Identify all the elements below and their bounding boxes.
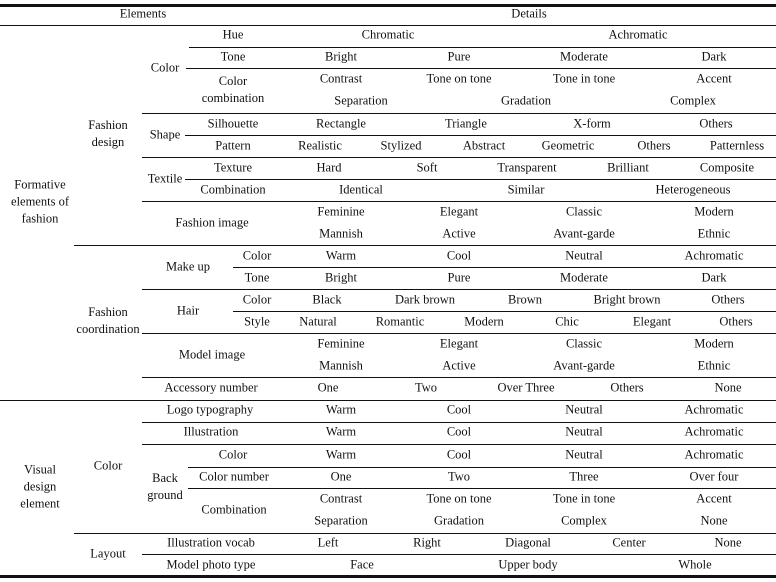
table-cell: Brilliant: [607, 160, 649, 175]
table-cell: Natural: [299, 314, 337, 329]
table-rule: [142, 554, 776, 555]
table-cell: Moderate: [560, 270, 608, 285]
table-cell: Contrast: [319, 71, 363, 86]
table-cell: Elegant: [632, 314, 672, 329]
table-cell: None: [714, 380, 742, 395]
table-cell: Others: [719, 314, 753, 329]
group-vd-color: Color: [93, 458, 123, 473]
table-cell: Cool: [446, 402, 472, 417]
table-rule: [142, 333, 776, 334]
row-label: Color: [242, 292, 272, 307]
table-cell: Soft: [416, 160, 438, 175]
table-cell: Accent: [696, 491, 732, 506]
sub-textile: Textile: [147, 171, 183, 186]
row-label: Combination: [201, 502, 267, 517]
row-label: Tone: [244, 270, 270, 285]
table-rule: [186, 68, 776, 69]
table-cell: Modern: [694, 336, 734, 351]
row-label: Style: [244, 314, 270, 329]
table-cell: Brown: [507, 292, 543, 307]
table-cell: Moderate: [560, 49, 608, 64]
table-cell: Warm: [325, 248, 357, 263]
table-cell: Pure: [447, 270, 471, 285]
table-cell: Neutral: [565, 447, 603, 462]
table-cell: Rectangle: [316, 116, 366, 131]
group-fashion-coordination: Fashion coordination: [76, 305, 140, 336]
table-rule: [188, 467, 776, 468]
table-cell: One: [330, 469, 352, 484]
table-cell: Center: [612, 535, 646, 550]
table-cell: Black: [312, 292, 342, 307]
table-rule: [233, 311, 776, 312]
table-rule: [142, 444, 776, 445]
table-cell: Complex: [670, 93, 716, 108]
table-cell: Feminine: [317, 204, 365, 219]
table-rule: [189, 47, 776, 48]
table-cell: Left: [317, 535, 339, 550]
sub-hair: Hair: [176, 303, 200, 318]
table-cell: Cool: [446, 424, 472, 439]
table-cell: Ethnic: [697, 358, 731, 373]
table-cell: Cool: [446, 447, 472, 462]
table-rule: [0, 400, 776, 401]
table-cell: Warm: [325, 424, 357, 439]
row-label: Color: [218, 447, 248, 462]
table-cell: Tone on tone: [426, 71, 492, 86]
row-label: Accessory number: [164, 380, 258, 395]
header-elements: Elements: [119, 6, 167, 21]
table-cell: Separation: [334, 93, 388, 108]
table-cell: Accent: [696, 71, 732, 86]
table-cell: Others: [711, 292, 745, 307]
sub-shape: Shape: [149, 127, 181, 142]
table-cell: Similar: [507, 182, 545, 197]
table-rule: [142, 201, 776, 202]
table-cell: Others: [610, 380, 644, 395]
table-cell: Others: [637, 138, 671, 153]
table-cell: Achromatic: [684, 424, 744, 439]
table-cell: Cool: [446, 248, 472, 263]
header-details: Details: [511, 6, 547, 21]
table-cell: None: [700, 513, 728, 528]
table-rule: [185, 135, 776, 136]
table-cell: Three: [569, 469, 599, 484]
table-cell: Achromatic: [684, 248, 744, 263]
table-cell: Achromatic: [684, 447, 744, 462]
table-cell: Chic: [555, 314, 579, 329]
table-cell: Over four: [689, 469, 739, 484]
table-cell: Two: [447, 469, 471, 484]
table-cell: Chromatic: [361, 27, 415, 42]
table-rule: [233, 267, 776, 268]
table-cell: Bright brown: [593, 292, 661, 307]
row-label: Combination: [200, 182, 266, 197]
row-label: Model image: [178, 347, 246, 362]
row-label: Color number: [199, 469, 269, 484]
table-cell: Complex: [561, 513, 607, 528]
table-rule: [142, 377, 776, 378]
table-cell: Right: [413, 535, 441, 550]
table-cell: Tone in tone: [552, 491, 616, 506]
table-cell: Modern: [464, 314, 504, 329]
table-cell: None: [714, 535, 742, 550]
sub-back-ground: Back ground: [147, 471, 183, 502]
table-cell: Transparent: [497, 160, 557, 175]
table-rule: [185, 179, 776, 180]
table-cell: One: [317, 380, 339, 395]
table-cell: Ethnic: [697, 226, 731, 241]
table-cell: Avant-garde: [553, 358, 615, 373]
table-cell: Stylized: [380, 138, 422, 153]
table-cell: Mannish: [319, 226, 363, 241]
table-cell: X-form: [573, 116, 611, 131]
table-rule: [74, 245, 776, 246]
table-cell: Heterogeneous: [655, 182, 731, 197]
table-cell: Warm: [325, 402, 357, 417]
table-cell: Classic: [565, 336, 603, 351]
table-rule: [188, 488, 776, 489]
table-cell: Classic: [565, 204, 603, 219]
table-cell: Active: [442, 226, 476, 241]
table-cell: Contrast: [319, 491, 363, 506]
table-cell: Feminine: [317, 336, 365, 351]
row-label: Hue: [222, 27, 244, 42]
table-cell: Neutral: [565, 402, 603, 417]
table-cell: Gradation: [434, 513, 484, 528]
table-rule: [142, 157, 776, 158]
row-label: Tone: [220, 49, 246, 64]
table-cell: Avant-garde: [553, 226, 615, 241]
table-cell: Abstract: [462, 138, 506, 153]
table-cell: Elegant: [439, 204, 479, 219]
table-cell: Geometric: [541, 138, 595, 153]
row-label: Silhouette: [207, 116, 259, 131]
table-cell: Modern: [694, 204, 734, 219]
row-label: Illustration vocab: [167, 535, 255, 550]
row-label: Logo typography: [166, 402, 254, 417]
table-cell: Bright: [325, 270, 357, 285]
row-label: Illustration: [183, 424, 239, 439]
table-cell: Separation: [314, 513, 368, 528]
table-cell: Patternless: [709, 138, 765, 153]
table-cell: Mannish: [319, 358, 363, 373]
table-cell: Romantic: [375, 314, 425, 329]
sub-color: Color: [150, 60, 180, 75]
table-cell: Gradation: [501, 93, 551, 108]
table-cell: Over Three: [497, 380, 555, 395]
table-rule: [0, 575, 776, 578]
table-cell: Dark: [701, 270, 727, 285]
group-visual-design: Visual design element: [20, 462, 60, 511]
table-cell: Diagonal: [505, 535, 551, 550]
row-label: Model photo type: [166, 557, 256, 572]
row-label: Color combination: [201, 74, 265, 105]
table-cell: Tone in tone: [552, 71, 616, 86]
table-rule: [142, 289, 776, 290]
table-cell: Others: [699, 116, 733, 131]
table-cell: Pure: [447, 49, 471, 64]
table-cell: Elegant: [439, 336, 479, 351]
table-cell: Two: [414, 380, 438, 395]
table-rule: [0, 4, 776, 7]
table-cell: Upper body: [498, 557, 558, 572]
table-cell: Face: [350, 557, 374, 572]
group-fashion-design: Fashion design: [88, 118, 128, 149]
table-cell: Neutral: [565, 424, 603, 439]
table-rule: [142, 113, 776, 114]
table-cell: Tone on tone: [426, 491, 492, 506]
table-cell: Whole: [678, 557, 712, 572]
table-cell: Composite: [699, 160, 755, 175]
table-cell: Triangle: [445, 116, 487, 131]
row-label: Pattern: [215, 138, 251, 153]
table-cell: Achromatic: [684, 402, 744, 417]
sub-make-up: Make up: [165, 259, 211, 274]
group-layout: Layout: [90, 546, 126, 561]
group-formative: Formative elements of fashion: [11, 177, 69, 226]
table-cell: Warm: [325, 447, 357, 462]
table-cell: Dark: [701, 49, 727, 64]
row-label: Fashion image: [175, 215, 249, 230]
table-cell: Hard: [316, 160, 342, 175]
table-cell: Bright: [325, 49, 357, 64]
row-label: Texture: [214, 160, 252, 175]
table-cell: Achromatic: [608, 27, 668, 42]
table-cell: Dark brown: [394, 292, 456, 307]
table-cell: Neutral: [565, 248, 603, 263]
table-cell: Identical: [339, 182, 383, 197]
table-cell: Active: [442, 358, 476, 373]
table-cell: Realistic: [298, 138, 342, 153]
row-label: Color: [242, 248, 272, 263]
